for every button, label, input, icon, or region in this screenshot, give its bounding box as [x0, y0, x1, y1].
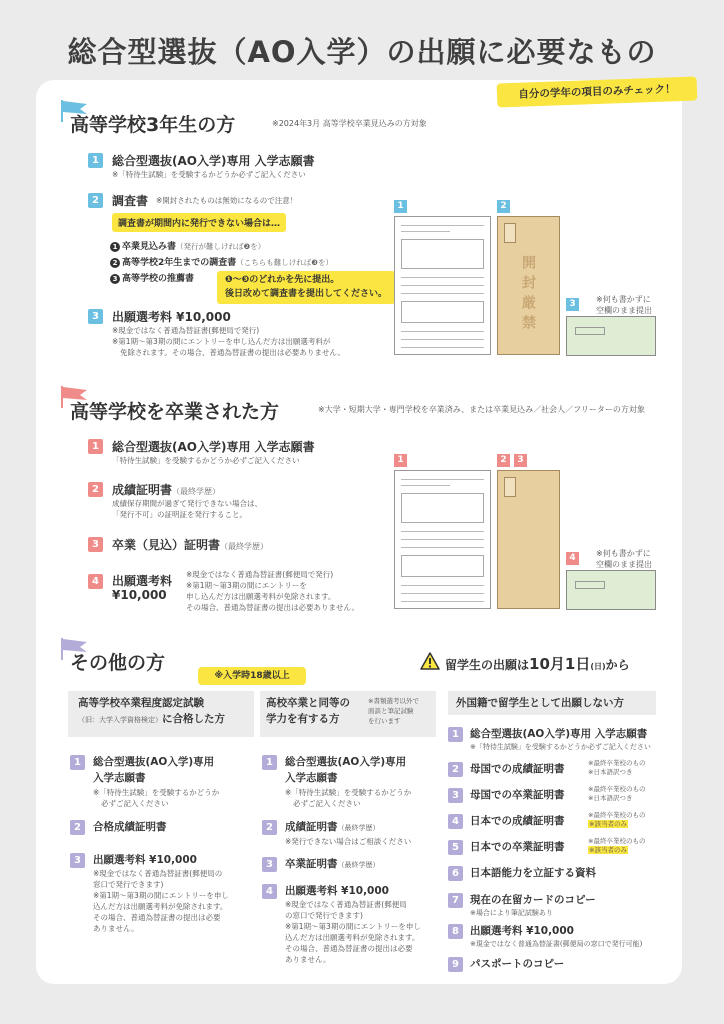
col3-header: 外国籍で留学生として出願しない方 [448, 691, 656, 715]
s2-item2-note2: 「発行不可」の証明証を発行すること。 [112, 510, 247, 519]
c3-item3-side2: ※日本語訳つき [588, 794, 633, 802]
s1-img-label2: 2 [497, 200, 510, 213]
s2-item4-num: 4 [88, 574, 103, 589]
c1-item1-note1: ※「特待生試験」を受験するかどうか [93, 788, 220, 797]
s2-item3-title-text: 卒業（見込）証明書 [112, 538, 221, 552]
s1-item2-title-note: ※開封されたものは無効になるので注意！ [156, 196, 298, 205]
c1-item3-num: 3 [70, 853, 85, 868]
c2-item1-line1: 総合型選抜(AO入学)専用 [285, 756, 407, 768]
s1-bullet1-num: 1 [110, 242, 120, 252]
c3-item1-num: 1 [448, 727, 463, 742]
intl-notice [445, 653, 630, 674]
s1-blank-note1: ※何も書かずに [596, 295, 651, 304]
chousa-callout: 調査書が期間内に発行できない場合は… [112, 213, 286, 232]
s2-img-label4: 4 [566, 552, 579, 565]
c1-item3-note3: ※第1期～第3期の間にエントリーを申し [93, 891, 229, 900]
c2-item4-note4: 込んだ方は出願選考料が免除されます。 [285, 933, 420, 942]
s1-bullet3 [110, 271, 194, 284]
c3-item3-line1: 母国での卒業証明書 [470, 789, 565, 801]
c3-item2-line1: 母国での成績証明書 [470, 763, 565, 775]
c1-item1-line1: 総合型選抜(AO入学)専用 [93, 756, 215, 768]
c3-item5-num: 5 [448, 840, 463, 855]
c3-item3-side1: ※最終卒業校のもの [588, 785, 646, 793]
c1-item3-note1: ※現金ではなく普通為替証書(郵便局の [93, 869, 223, 878]
c2-item4-note6: ありません。 [285, 955, 331, 964]
c1-item3-note4: 込んだ方は出願選考料が免除されます。 [93, 902, 228, 911]
warning-icon [420, 652, 440, 670]
c1-item1-note2: 必ずご記入ください [101, 799, 169, 808]
c3-item2-num: 2 [448, 762, 463, 777]
choice-callout-line2: 後日改めて調査書を提出してください。 [225, 288, 388, 299]
c3-item4-side1: ※最終卒業校のもの [588, 811, 646, 819]
check-tag: 自分の学年の項目のみチェック！ [497, 77, 698, 108]
s1-blank-note2: 空欄のまま提出 [596, 306, 652, 315]
c3-item6-line1: 日本語能力を立証する資料 [470, 867, 596, 879]
col1-head-small: （旧：大学入学資格検定） [78, 715, 162, 724]
s2-img-label3: 3 [514, 454, 527, 467]
s2-blank-note2: 空欄のまま提出 [596, 560, 652, 569]
c2-item4-note5: その場合、普通為替証書の提出は必要 [285, 944, 413, 953]
c3-item9-num: 9 [448, 957, 463, 972]
section1-note: ※2024年3月 高等学校卒業見込みの方対象 [272, 119, 427, 128]
c2-item3-text: 卒業証明書 [285, 858, 338, 870]
s2-item1-note: 「特待生試験」を受験するかどうか必ずご記入ください [112, 456, 300, 465]
c1-item1-num: 1 [70, 755, 85, 770]
s2-item1-num: 1 [88, 439, 103, 454]
s2-item2-title-text: 成績証明書 [112, 483, 173, 497]
c3-item1-line1: 総合型選抜(AO入学)専用 入学志願書 [470, 728, 648, 740]
c3-item2-side1: ※最終卒業校のもの [588, 759, 646, 767]
c3-item7-num: 7 [448, 893, 463, 908]
intl-notice-day: (日) [590, 662, 606, 671]
c2-item3-num: 3 [262, 857, 277, 872]
s1-item3-note3: 免除されます。その場合、普通為替証書の提出は必要ありません。 [120, 348, 345, 357]
s2-item4-note4: その場合、普通為替証書の提出は必要ありません。 [186, 603, 359, 612]
s2-item3-title [112, 536, 268, 553]
c3-item3-num: 3 [448, 788, 463, 803]
s2-item4-note3: 申し込んだ方は出願選考料が免除されます。 [186, 592, 336, 601]
col2-head-small1: ※書類選考以外で [368, 697, 419, 705]
c3-item5-side2 [588, 846, 628, 855]
c2-item4-line1: 出願選考料 ¥10,000 [285, 885, 389, 897]
c1-item3-line1: 出願選考料 ¥10,000 [93, 854, 197, 866]
s1-item1-title: 総合型選抜(AO入学)専用 入学志願書 [112, 154, 315, 168]
s1-item1-note: ※「特待生試験」を受験するかどうか必ずご記入ください [112, 170, 306, 179]
c3-item7-line1: 現在の在留カードのコピー [470, 894, 596, 906]
s1-bullet3-num: 3 [110, 274, 120, 284]
s1-bullet1-text: 卒業見込み書 [122, 242, 177, 252]
c2-item4-note1: ※現金ではなく普通為替証書(郵便局 [285, 900, 407, 909]
page-title: 総合型選抜（AO入学）の出願に必要なもの [67, 35, 657, 69]
s1-bullet1 [110, 239, 265, 252]
s1-bullet2-num: 2 [110, 258, 120, 268]
s2-application-form-image [394, 470, 491, 609]
col1-head-line1: 高等学校卒業程度認定試験 [78, 697, 204, 709]
s1-bullet3-text: 高等学校の推薦書 [122, 274, 195, 284]
section2-title: 高等学校を卒業された方 [70, 401, 280, 423]
s1-item3-note1: ※現金ではなく普通為替証書(郵便局で発行) [112, 326, 260, 335]
s1-img-label3: 3 [566, 298, 579, 311]
s1-item2-title: 調査書 [112, 194, 149, 208]
s1-sealed-envelope-image [497, 216, 560, 355]
intl-notice-date: 10月1日 [529, 655, 591, 673]
envelope-text: 開封厳禁 [520, 255, 536, 335]
c1-item1-line2: 入学志願書 [93, 772, 146, 784]
c3-item8-note1: ※現金ではなく普通為替証書(郵便局の窓口で発行可能) [470, 940, 643, 948]
s1-bullet1-small: （発行が難しければ❷を） [176, 242, 266, 251]
s1-item3-title: 出願選考料 ¥10,000 [112, 310, 231, 324]
s2-item2-title [112, 481, 220, 498]
age-tag: ※入学時18歳以上 [198, 667, 306, 685]
c1-item3-note5: その場合、普通為替証書の提出は必要 [93, 913, 221, 922]
c3-item5-side1: ※最終卒業校のもの [588, 837, 646, 845]
c2-item2-text: 成績証明書 [285, 821, 338, 833]
s2-blank-envelope-image [566, 570, 656, 610]
section2-note: ※大学・短期大学・専門学校を卒業済み、または卒業見込み／社会人／フリーターの方対象 [318, 405, 645, 414]
s1-bullet2-text: 高等学校2年生までの調査書 [122, 258, 237, 268]
c2-item4-note2: の窓口で発行できます) [285, 911, 363, 920]
c2-item2-line1 [285, 819, 380, 834]
s2-img-label1: 1 [394, 454, 407, 467]
col1-header [68, 691, 254, 737]
s2-item3-num: 3 [88, 537, 103, 552]
c2-item4-note3: ※第1期～第3期の間にエントリーを申し [285, 922, 421, 931]
c2-item1-note1: ※「特待生試験」を受験するかどうか [285, 788, 412, 797]
c1-item2-line1: 合格成績証明書 [93, 821, 167, 833]
s2-item3-small: （最終学歴） [220, 542, 269, 551]
c3-item6-num: 6 [448, 866, 463, 881]
s2-item1-title: 総合型選抜(AO入学)専用 入学志願書 [112, 440, 315, 454]
c3-item2-side2: ※日本語訳つき [588, 768, 633, 776]
col2-head-line1: 高校卒業と同等の [266, 697, 350, 709]
s1-bullet2 [110, 255, 333, 268]
intl-notice-pre: 留学生の出願は [445, 658, 530, 672]
c2-item3-small: （最終学歴） [337, 861, 380, 869]
c3-item5-line1: 日本での卒業証明書 [470, 841, 565, 853]
c3-item5-highlight: ※該当者のみ [589, 846, 627, 854]
s1-bullet2-small: （こちらも難しければ❸を） [236, 258, 333, 267]
c2-item3-line1 [285, 856, 380, 871]
c2-item4-num: 4 [262, 884, 277, 899]
s1-item3-num: 3 [88, 309, 103, 324]
c3-item7-note1: ※場合により筆記試験あり [470, 909, 553, 917]
c2-item2-small: （最終学歴） [337, 824, 380, 832]
s2-item2-small: （最終学歴） [172, 487, 221, 496]
c3-item4-side2 [588, 820, 628, 829]
c2-item1-line2: 入学志願書 [285, 772, 338, 784]
s2-item4-title2: ¥10,000 [112, 588, 167, 602]
c3-item4-num: 4 [448, 814, 463, 829]
c2-item1-note2: 必ずご記入ください [293, 799, 361, 808]
section1-title: 高等学校3年生の方 [70, 114, 236, 136]
c3-item9-line1: パスポートのコピー [470, 958, 565, 970]
intl-notice-post: から [605, 658, 630, 672]
s2-blank-note1: ※何も書かずに [596, 549, 651, 558]
s1-item3-note2: ※第1期～第3期の間にエントリーを申し込んだ方は出願選考料が [112, 337, 331, 346]
c1-item2-num: 2 [70, 820, 85, 835]
choice-callout-line1: ❶～❸のどれかを先に提出。 [225, 275, 340, 285]
s1-img-label1: 1 [394, 200, 407, 213]
s2-item4-note2: ※第1期～第3期の間にエントリーを [186, 581, 307, 590]
col2-head-small2: 面談と筆記試験 [368, 706, 414, 715]
col1-head-line2: に合格した方 [162, 712, 225, 725]
c1-item3-note2: 窓口で発行できます) [93, 880, 164, 889]
c2-item1-num: 1 [262, 755, 277, 770]
choice-callout [217, 271, 395, 304]
s2-img-label2: 2 [497, 454, 510, 467]
c1-item3-note6: ありません。 [93, 924, 139, 933]
col2-head-line2: 学力を有する方 [266, 712, 340, 725]
c3-item4-line1: 日本での成績証明書 [470, 815, 565, 827]
section3-title: その他の方 [70, 652, 166, 674]
s2-item2-num: 2 [88, 482, 103, 497]
s2-envelope-image [497, 470, 560, 609]
s2-item4-title1: 出願選考料 [112, 574, 173, 588]
col2-head-small3: を行います [368, 716, 401, 725]
s1-item2-num: 2 [88, 193, 103, 208]
s1-item1-num: 1 [88, 153, 103, 168]
s2-item2-note1: 成績保存期間が過ぎて発行できない場合は、 [112, 499, 262, 508]
s1-blank-envelope-image [566, 316, 656, 356]
s1-application-form-image [394, 216, 491, 355]
s2-item4-note1: ※現金ではなく普通為替証書(郵便局で発行) [186, 570, 334, 579]
c2-item2-note1: ※発行できない場合はご相談ください [285, 837, 412, 846]
c3-item4-highlight: ※該当者のみ [589, 820, 627, 828]
c3-item8-line1: 出願選考料 ¥10,000 [470, 925, 574, 937]
col2-head-small [368, 697, 419, 726]
c3-item8-num: 8 [448, 924, 463, 939]
c2-item2-num: 2 [262, 820, 277, 835]
c3-item1-note1: ※「特待生試験」を受験するかどうか必ずご記入ください [470, 743, 651, 751]
